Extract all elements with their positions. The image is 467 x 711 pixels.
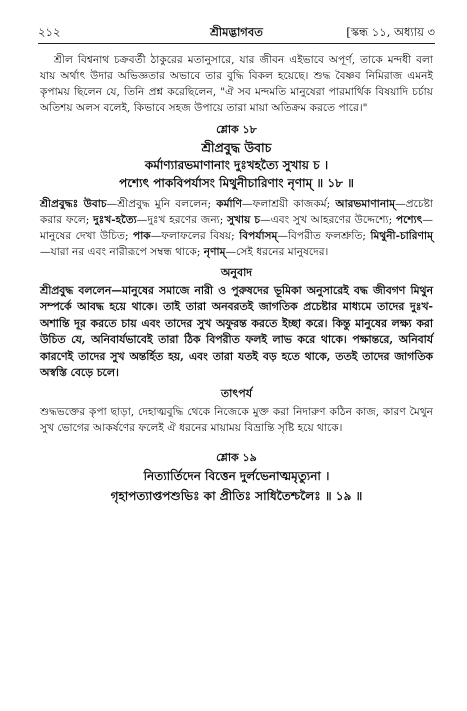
verse-19-title: শ্লোক ১৯ xyxy=(216,451,257,465)
intro-paragraph: শ্রীল বিশ্বনাথ চক্রবর্তী ঠাকুরের মতানুসারে, যার জীবন এইভাবে অপূর্ণ, তাকে মন্দধী বলা যায় অর্থাৎ উদার অভিজ্ঞতার অভাবে তার বুদ্ধি বিকল হয়েছে। শুদ্ধ বৈষ্ণব নিমিরাজ এমনই কৃপাময় ছিলেন যে, তিনি প্রশ্ন করেছিলেন, "ঐ সব মন্দমতি মানুষেরা পারমার্থিক বিষয়াদি চর্চায় অতিশয় অলস বলেই, কিভাবে সহজ উপায়ে তারা মায়া অতিক্রম করতে পারে।" xyxy=(40,54,433,114)
synonym-term: সুখায় চ xyxy=(227,214,261,226)
synonym-item: পশ্যেৎ—মানুষের দেখা উচিত; xyxy=(40,214,433,242)
page-header xyxy=(38,22,435,42)
synonym-item: সুখায় চ—এবং সুখ আহরণের উদ্দেশ্যে; xyxy=(227,214,393,226)
synonym-term: পাক xyxy=(133,230,151,242)
verse-19-line-2: গৃহাপত্যাপ্তপশুভিঃ কা প্রীতিঃ সাধিতৈশ্চলৈঃ ॥ ১৯ ॥ xyxy=(110,489,363,504)
header-rule xyxy=(38,43,435,44)
purport-paragraph: শুদ্ধভক্তের কৃপা ছাড়া, দেহাত্মবুদ্ধি থেকে নিজেকে মুক্ত করা নিদারুণ কঠিন কাজ, কারণ মৈথুন সুখ ভোগের আকর্ষণের ফলেই ঐ ধরনের মায়াময় বিভ্রান্তি সৃষ্টি হয়ে থাকে। xyxy=(40,406,433,435)
synonym-item: মিথুনী-চারিণাম্—যারা নর এবং নারীরূপে সম্বন্ধ থাকে; xyxy=(40,230,433,258)
synonym-item: বিপর্যাসম্—বিপরীত ফলশ্রুতি; xyxy=(239,230,366,242)
synonym-meaning: যারা নর এবং নারীরূপে সম্বন্ধ থাকে; xyxy=(50,246,201,258)
synonym-term: শ্রীপ্রবুদ্ধঃ উবাচ xyxy=(40,198,107,210)
synonym-meaning: প্রচেষ্টা করার ফলে; xyxy=(40,198,434,226)
synonym-meaning: সেই ধরনের মানুষদের। xyxy=(236,246,329,258)
synonym-term: নৃণাম্ xyxy=(203,246,226,258)
page-content xyxy=(40,52,433,506)
verse-18-line-1: কর্মাণ্যারভমাণানাং দুঃখহত্যৈ সুখায় চ । xyxy=(144,158,329,172)
synonym-item: নৃণাম্—সেই ধরনের মানুষদের। xyxy=(203,246,329,258)
page-number: ২১২ xyxy=(38,25,61,39)
synonym-term: দুঃখ-হত্যৈ xyxy=(93,214,137,226)
synonym-item: শ্রীপ্রবুদ্ধঃ উবাচ—শ্রীপ্রবুদ্ধ মুনি বললেন; xyxy=(40,198,212,210)
synonym-term: পশ্যেৎ xyxy=(395,214,423,226)
synonym-meaning: ফলাফলের বিষয়; xyxy=(161,230,235,242)
synonym-meaning: মানুষের দেখা উচিত; xyxy=(40,230,129,242)
synonym-term: মিথুনী-চারিণাম্ xyxy=(370,230,433,242)
section-label: [স্কন্ধ ১১, অধ্যায় ৩ xyxy=(346,25,435,39)
synonym-item: পাক—ফলাফলের বিষয়; xyxy=(133,230,235,242)
synonym-item: কর্মাণি—ফলাশ্রয়ী কাজকর্ম; xyxy=(216,198,331,210)
synonyms-paragraph xyxy=(40,196,433,260)
translation-paragraph: শ্রীপ্রবুদ্ধ বললেন—মানুষের সমাজে নারী ও পুরুষদের ভূমিকা অনুসারেই বদ্ধ জীবগণ মিথুন সম্পর্কে আবদ্ধ হয়ে থাকে। তাই তারা অনবরতই জাগতিক প্রচেষ্টার মাধ্যমে তাদের দুঃখ-অশান্তি দূর করতে চায় এবং তাদের সুখ অফুরন্ত করতে ইচ্ছা করে। কিন্তু মানুষের লক্ষ্য করা উচিত যে, অনিবার্যভাবেই তারা ঠিক বিপরীত ফলই লাভ করে থাকে। পক্ষান্তরে, অনিবার্য কারণেই তাদের সুখ অন্তর্হিত হয়, এবং তারা যতই বড় হতে থাকে, ততই তাদের জাগতিক অস্বস্তি বেড়ে চলে। xyxy=(40,284,433,380)
synonym-meaning: বিপরীত ফলশ্রুতি; xyxy=(288,230,366,242)
synonym-item: আরভমাণানাম্—প্রচেষ্টা করার ফলে; xyxy=(40,198,434,226)
purport-title: তাৎপর্য xyxy=(220,387,253,401)
translation-title: অনুবাদ xyxy=(220,266,253,279)
verse-18-line-2: পশ্যেৎ পাকবিপর্যাসং মিথুনীচারিণাং নৃণাম্ ॥ ১৮ ॥ xyxy=(119,176,354,190)
synonym-term: আরভমাণানাম্ xyxy=(335,198,396,210)
book-title: শ্রীমদ্ভাগবত xyxy=(210,25,263,39)
synonym-meaning: ফলাশ্রয়ী কাজকর্ম; xyxy=(252,198,331,210)
verse-18-title: শ্লোক ১৮ xyxy=(216,123,257,136)
synonym-term: বিপর্যাসম্ xyxy=(239,230,278,242)
synonym-item: দুঃখ-হত্যৈ—দুঃখ হরণের জন্য; xyxy=(93,214,224,226)
verse-19-line-1: নিত্যার্তিদেন বিত্তেন দুর্লভেনাত্মমৃত্যুনা । xyxy=(143,469,330,484)
synonym-meaning: দুঃখ হরণের জন্য; xyxy=(147,214,224,226)
synonym-meaning: শ্রীপ্রবুদ্ধ মুনি বললেন; xyxy=(117,198,212,210)
synonym-meaning: এবং সুখ আহরণের উদ্দেশ্যে; xyxy=(270,214,393,226)
synonym-term: কর্মাণি xyxy=(216,198,242,210)
verse-18-speaker: শ্রীপ্রবুদ্ধ উবাচ xyxy=(201,140,272,155)
